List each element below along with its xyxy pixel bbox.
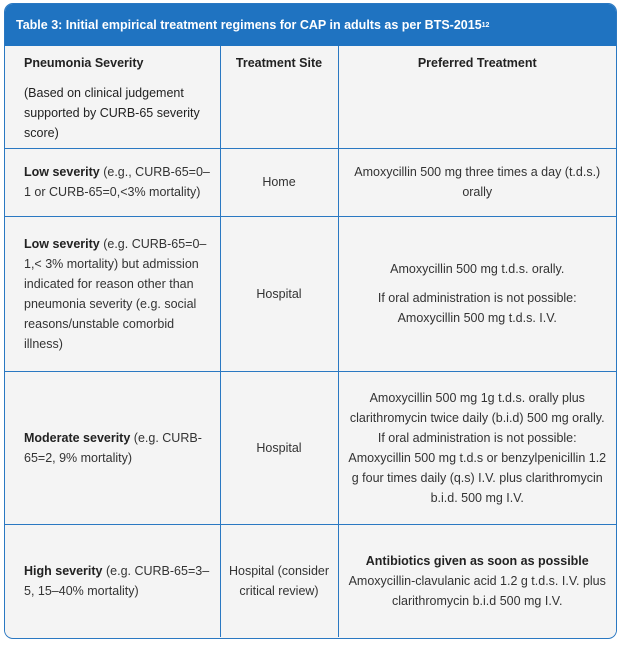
header-severity-note: (Based on clinical judgement supported by CURB-65 severity score) [24,86,200,140]
site-cell: Home [220,148,338,216]
severity-detail: (e.g. CURB-65=3–5, 15–40% mortality) [24,563,210,598]
severity-label: Moderate severity [24,430,131,445]
site-cell: Hospital [220,371,338,524]
treatment-cell [338,216,616,371]
severity-detail: (e.g. CURB-65=2, 9% mortality) [24,430,202,465]
severity-cell [5,148,220,216]
severity-cell [5,371,220,524]
treatment-cell [338,524,616,637]
treatment-heading: Antibiotics given as soon as possible [365,553,589,568]
table-row [5,148,616,216]
table-row [5,524,616,637]
site-cell: Hospital (consider critical review) [220,524,338,637]
treatment-line: Amoxycillin 500 mg three times a day (t.d.s.) orally [354,165,601,199]
header-severity [5,46,220,148]
treatment-cell [338,371,616,524]
table-title-text: Table 3: Initial empirical treatment regimens for CAP in adults as per BTS-2015 [16,18,482,32]
severity-label: High severity [24,563,103,578]
table-row [5,216,616,371]
table-title [5,4,616,46]
severity-detail: (e.g. CURB-65=0–1,< 3% mortality) but admission indicated for reason other than pneumonia severity (e.g. social reasons/unstable comorbid illness) [24,236,207,351]
treatment-line: Amoxycillin 500 mg t.d.s. orally. [390,262,565,276]
severity-label: Low severity [24,165,100,179]
header-treatment: Preferred Treatment [338,46,616,148]
treatment-line: Amoxycillin-clavulanic acid 1.2 g t.d.s. I.V. plus clarithromycin b.i.d 500 mg I.V. [348,573,606,608]
table-title-reference: 12 [481,21,490,29]
severity-label: Low severity [24,236,100,251]
header-severity-label: Pneumonia Severity [24,56,144,70]
severity-cell [5,524,220,637]
treatment-table-card [4,3,617,639]
treatment-line: If oral administration is not possible: Amoxycillin 500 mg t.d.s. I.V. [377,291,577,325]
header-site: Treatment Site [220,46,338,148]
table-header-row [5,46,616,148]
severity-cell [5,216,220,371]
treatment-line: Amoxycillin 500 mg 1g t.d.s. orally plus clarithromycin twice daily (b.i.d) 500 mg orally. If oral administration is not possible: Amoxycillin 500 mg t.d.s or benzylpenicillin 1.2 g four times daily (q.s) I.V. plus clarithromycin b.i.d. 500 mg I.V. [348,390,607,505]
treatment-cell [338,148,616,216]
site-cell: Hospital [220,216,338,371]
treatment-table [5,46,616,637]
severity-detail: (e.g., CURB-65=0–1 or CURB-65=0,<3% mortality) [24,165,210,199]
table-row [5,371,616,524]
